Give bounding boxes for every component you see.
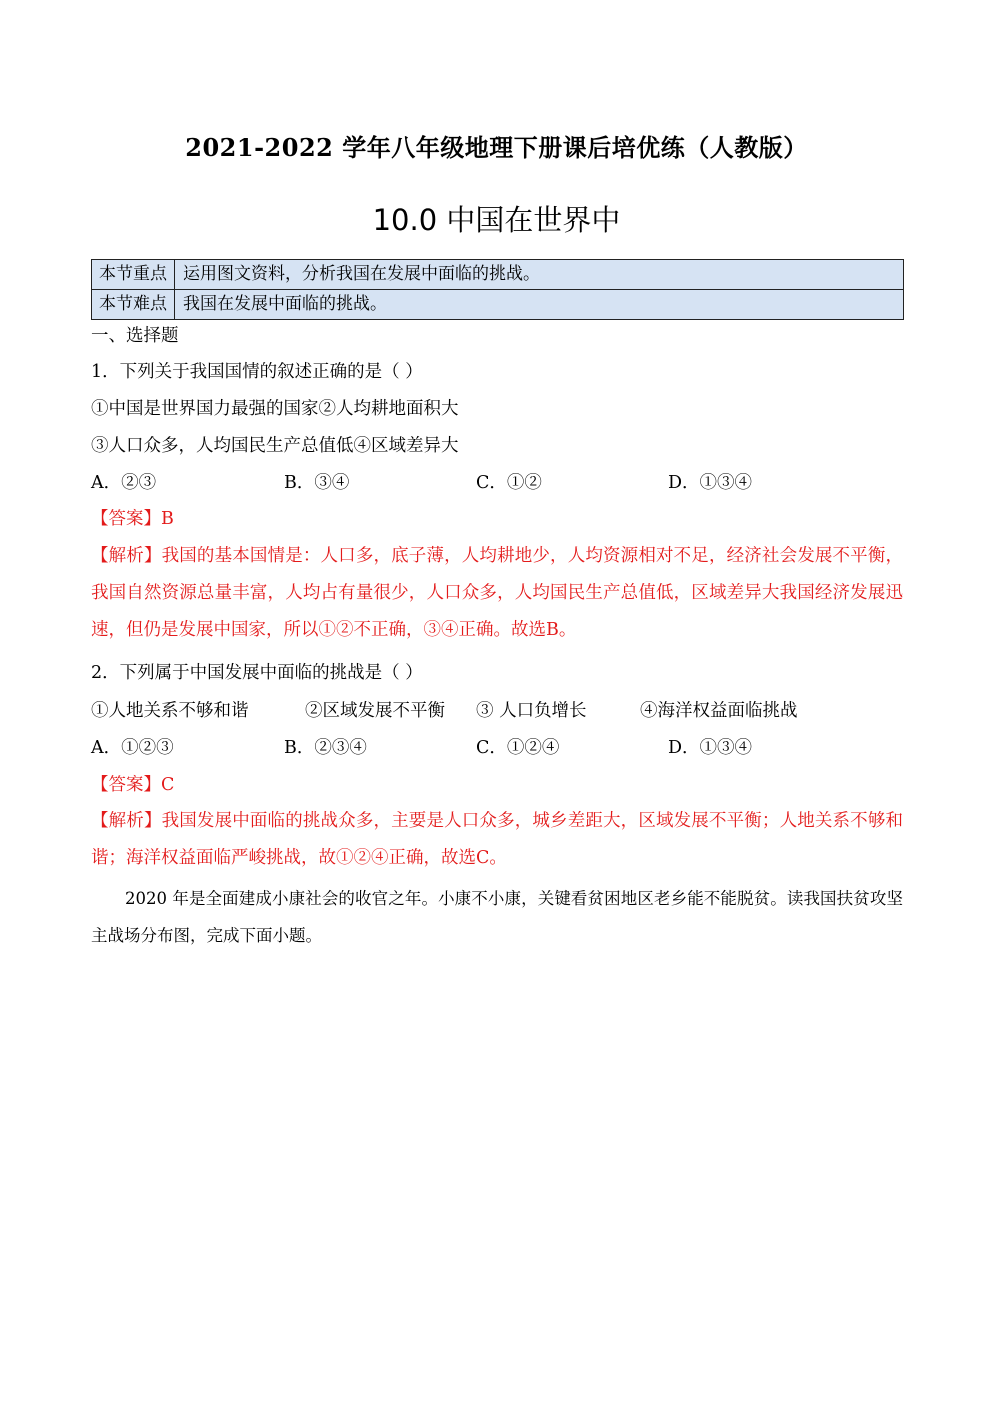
reading-passage: 2020 年是全面建成小康社会的收官之年。小康不小康，关键看贫困地区老乡能不能脱贫。读我国扶贫攻坚主战场分布图，完成下面小题。 (91, 889, 903, 945)
q1-option-d[interactable]: D．①③④ (668, 473, 753, 493)
q2-item: ②区域发展不平衡 (305, 701, 445, 721)
keypoint-label: 本节重点 (92, 260, 175, 290)
q2-item: ③ 人口负增长 (476, 701, 587, 721)
q2-answer: 【答案】C (91, 775, 175, 795)
q1-statement-line: ①中国是世界国力最强的国家②人均耕地面积大 (91, 399, 459, 419)
q1-stem: 1．下列关于我国国情的叙述正确的是（ ） (91, 362, 423, 382)
q1-answer: 【答案】B (91, 509, 174, 529)
q2-item: ①人地关系不够和谐 (91, 701, 249, 721)
chapter-title: 10.0 中国在世界中 (372, 203, 621, 237)
q2-option-d[interactable]: D．①③④ (668, 738, 753, 758)
page-title: 2021-2022 学年八年级地理下册课后培优练（人教版） (185, 133, 808, 162)
q2-option-b[interactable]: B．②③④ (284, 738, 367, 758)
keypoint-text: 运用图文资料，分析我国在发展中面临的挑战。 (175, 260, 904, 290)
keypoints-table (91, 259, 904, 320)
section-title: 一、选择题 (91, 326, 179, 346)
q1-statement-line: ③人口众多，人均国民生产总值低④区域差异大 (91, 436, 459, 456)
q1-option-a[interactable]: A．②③ (91, 473, 157, 493)
q2-stem: 2．下列属于中国发展中面临的挑战是（ ） (91, 663, 423, 683)
q2-analysis: 【解析】我国发展中面临的挑战众多，主要是人口众多，城乡差距大，区域发展不平衡；人地关系不够和谐；海洋权益面临严峻挑战，故①②④正确，故选C。 (91, 811, 903, 868)
q2-option-c[interactable]: C．①②④ (476, 738, 560, 758)
difficulty-label: 本节难点 (92, 290, 175, 320)
q1-option-c[interactable]: C．①② (476, 473, 542, 493)
q2-item: ④海洋权益面临挑战 (640, 701, 798, 721)
difficulty-text: 我国在发展中面临的挑战。 (175, 290, 904, 320)
q1-analysis: 【解析】我国的基本国情是：人口多，底子薄，人均耕地少，人均资源相对不足，经济社会发展不平衡，我国自然资源总量丰富，人均占有量很少，人口众多，人均国民生产总值低，区域差异大我国经济发展迅速，但仍是发展中国家，所以①②不正确，③④正确。故选B。 (91, 546, 903, 640)
keypoints-row (92, 290, 904, 320)
q2-option-a[interactable]: A．①②③ (91, 738, 174, 758)
q1-option-b[interactable]: B．③④ (284, 473, 350, 493)
keypoints-row (92, 260, 904, 290)
